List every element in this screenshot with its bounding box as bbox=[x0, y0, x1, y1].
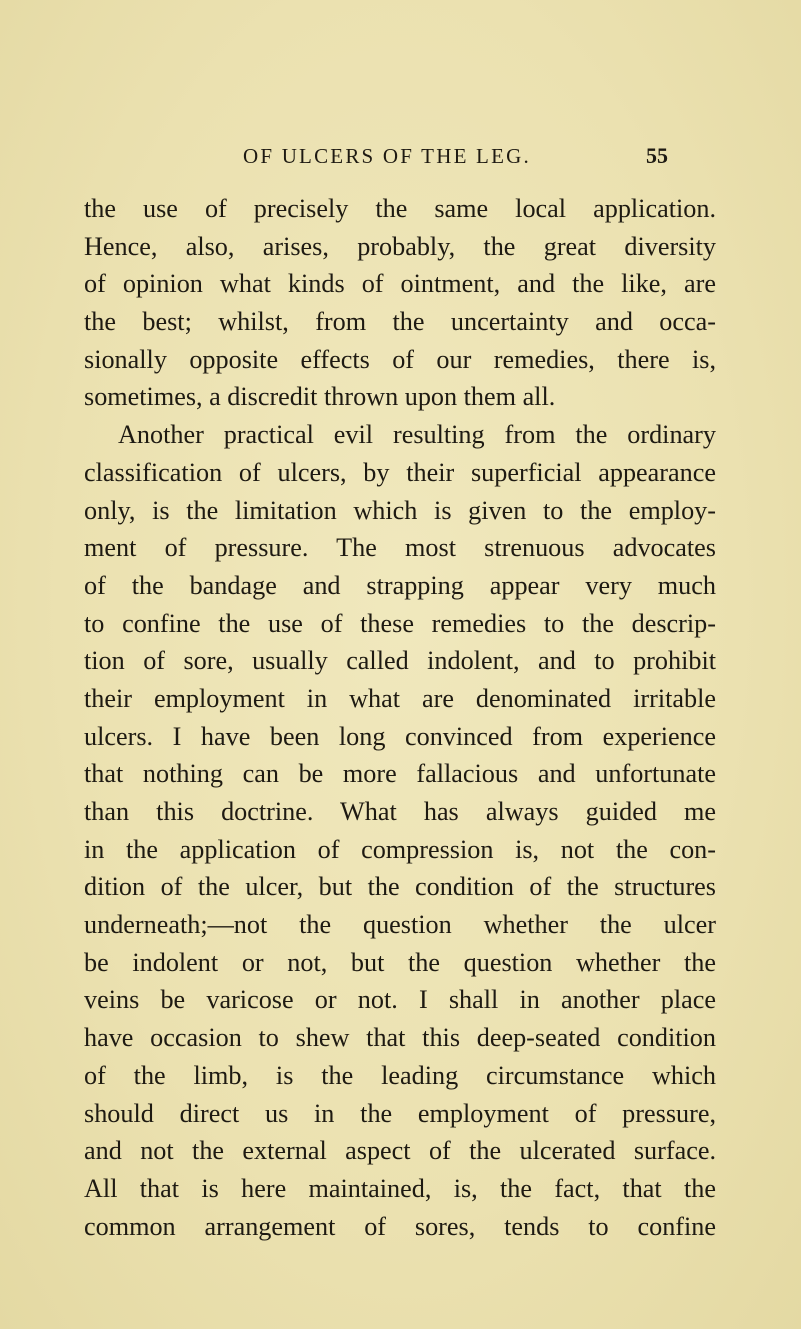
text-line: tion of sore, usually called indolent, and to prohibit bbox=[84, 646, 716, 676]
text-line: common arrangement of sores, tends to confine bbox=[84, 1211, 716, 1241]
text-line: the use of precisely the same local application. bbox=[84, 194, 716, 223]
text-line: be indolent or not, but the question whether the bbox=[84, 947, 716, 977]
text-line: underneath;—not the question whether the ulcer bbox=[84, 910, 716, 940]
text-line: Hence, also, arises, probably, the great diversity bbox=[84, 231, 716, 261]
text-line: of the limb, is the leading circumstance which bbox=[84, 1060, 716, 1090]
text-line: to confine the use of these remedies to the descrip- bbox=[84, 608, 716, 638]
text-line: their employment in what are denominated irritable bbox=[84, 683, 716, 713]
text-line: have occasion to shew that this deep-seated condition bbox=[84, 1023, 716, 1053]
text-line: only, is the limitation which is given to the employ- bbox=[84, 495, 716, 525]
text-line: the best; whilst, from the uncertainty and occa- bbox=[84, 307, 716, 337]
running-title: OF ULCERS OF THE LEG. bbox=[243, 144, 531, 168]
text-line: ulcers. I have been long convinced from experience bbox=[84, 721, 716, 751]
text-line: All that is here maintained, is, the fact, that the bbox=[84, 1173, 716, 1203]
text-line: that nothing can be more fallacious and unfortunate bbox=[84, 759, 716, 789]
text-line: ment of pressure. The most strenuous advocates bbox=[84, 533, 716, 563]
text-line: in the application of compression is, not the con- bbox=[84, 834, 716, 864]
text-line: dition of the ulcer, but the condition of the structures bbox=[84, 872, 716, 902]
text-line: sometimes, a discredit thrown upon them all. bbox=[84, 382, 556, 412]
body-text bbox=[84, 190, 716, 1245]
text-line: than this doctrine. What has always guided me bbox=[84, 797, 716, 826]
running-head bbox=[243, 142, 668, 170]
text-line: should direct us in the employment of pressure, bbox=[84, 1098, 716, 1128]
page-number: 55 bbox=[646, 143, 668, 168]
paragraph-start-line: Another practical evil resulting from the ordinary bbox=[118, 420, 716, 450]
text-line: of the bandage and strapping appear very much bbox=[84, 570, 716, 600]
text-line: of opinion what kinds of ointment, and the like, are bbox=[84, 269, 716, 299]
text-line: classification of ulcers, by their superficial appearance bbox=[84, 457, 716, 487]
text-line: and not the external aspect of the ulcerated surface. bbox=[84, 1136, 716, 1166]
text-line: veins be varicose or not. I shall in another place bbox=[84, 985, 716, 1015]
text-line: sionally opposite effects of our remedies, there is, bbox=[84, 344, 716, 374]
